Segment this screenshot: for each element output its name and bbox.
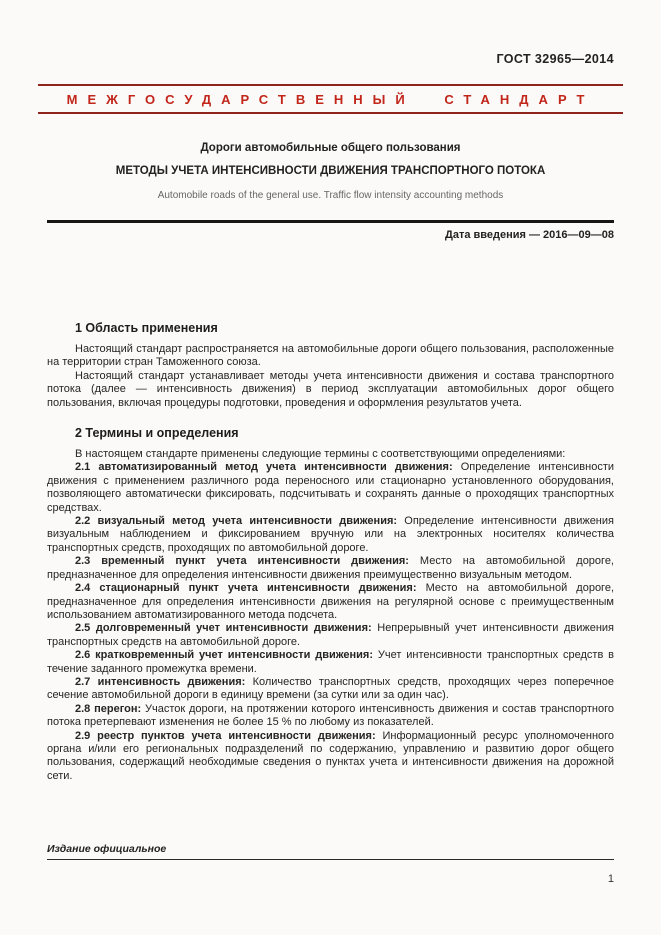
page-number: 1	[607, 873, 614, 885]
scope-paragraph: Настоящий стандарт устанавливает методы учета интенсивности движения и состава транспортного потока (далее — интенсивность движения) в период эксплуатации автомобильных дорог общего пользования, включая процедуры подготовки, проведения и оформления результатов учета.	[47, 369, 614, 409]
term-definition	[47, 730, 614, 784]
edition-note: Издание официальное	[47, 843, 167, 855]
doc-title: МЕТОДЫ УЧЕТА ИНТЕНСИВНОСТИ ДВИЖЕНИЯ ТРАНСПОРТНОГО ПОТОКА	[115, 165, 546, 177]
term-text: Учет интенсивности транспортных средств в течение заданного промежутка времени.	[47, 649, 614, 675]
term-label: 2.3 временный пункт учета интенсивности движения:	[75, 555, 409, 568]
term-text: Определение интенсивности движения визуальным наблюдением и фиксированием вручную или на электронных носителях количества транспортных средств, проходящих по автомобильной дороге.	[47, 515, 614, 554]
term-label: 2.7 интенсивность движения:	[75, 675, 246, 688]
term-text: Информационный ресурс уполномоченного органа и/или его региональных подразделений по содержанию, управлению и развитию дорог общего пользования, содержащий необходимые сведения о пунктах учета и интенсивности движения на дорожной сети.	[47, 729, 615, 782]
term-definition	[47, 649, 614, 676]
term-definition	[47, 703, 614, 730]
term-label: 2.9 реестр пунктов учета интенсивности движения:	[75, 729, 376, 742]
banner-bottom-rule	[38, 112, 623, 114]
section-scope-heading: 1 Область применения	[75, 321, 218, 335]
term-text: Место на автомобильной дороге, предназначенное для определения интенсивности движения преимущественно визуальным методом.	[47, 555, 614, 581]
doc-number: ГОСТ 32965—2014	[496, 52, 614, 66]
terms-intro: В настоящем стандарте применены следующие термины с соответствующими определениями:	[75, 448, 566, 461]
term-label: 2.2 визуальный метод учета интенсивности движения:	[75, 515, 398, 528]
term-definition	[47, 555, 614, 582]
term-definition	[47, 676, 614, 703]
term-definition	[47, 622, 614, 649]
date-separator-rule	[47, 220, 614, 223]
term-text: Место на автомобильной дороге, предназначенное для определения интенсивности движения на регулярной основе с преимущественным использованием автоматизированного метода подсчета.	[47, 582, 615, 621]
term-text: Количество транспортных средств, проходящих через поперечное сечение автомобильной дороги в единицу времени (за сутки или за один час).	[47, 675, 615, 702]
page-footer	[47, 843, 614, 885]
effective-date: Дата введения — 2016—09—08	[445, 229, 614, 241]
section-scope	[47, 321, 614, 410]
standard-banner-block	[38, 84, 623, 114]
footer-rule	[47, 859, 614, 860]
scope-paragraph: Настоящий стандарт распространяется на автомобильные дороги общего пользования, расположенные на территории стран Таможенного союза.	[47, 343, 614, 369]
title-block	[47, 142, 614, 201]
term-definition	[47, 461, 614, 515]
term-definition	[47, 582, 614, 622]
term-label: 2.6 кратковременный учет интенсивности движения:	[75, 649, 374, 662]
doc-title-english: Automobile roads of the general use. Traffic flow intensity accounting methods	[157, 190, 504, 201]
section-terms	[47, 426, 614, 783]
term-label: 2.5 долговременный учет интенсивности движения:	[75, 622, 372, 635]
term-label: 2.1 автоматизированный метод учета интенсивности движения:	[75, 461, 453, 474]
term-text: Определение интенсивности движения с применением различного рода переносного или стационарно установленного оборудования, позволяющего автоматически фиксировать, подсчитывать и сохранять данные о проходящих транспортных средствах.	[47, 461, 615, 514]
section-terms-heading: 2 Термины и определения	[75, 426, 239, 441]
term-definition	[47, 515, 614, 555]
term-text: Непрерывный учет интенсивности движения транспортных средств на автомобильной дороге.	[47, 622, 615, 648]
term-label: 2.8 перегон:	[75, 702, 142, 715]
standard-banner: МЕЖГОСУДАРСТВЕННЫЙ СТАНДАРТ	[66, 92, 595, 107]
doc-subject: Дороги автомобильные общего пользования	[200, 142, 461, 154]
term-label: 2.4 стационарный пункт учета интенсивности движения:	[75, 582, 417, 595]
term-text: Участок дороги, на протяжении которого интенсивность движения и состав транспортного потока претерпевают изменения не более 15 % по любому из показателей.	[47, 702, 614, 729]
